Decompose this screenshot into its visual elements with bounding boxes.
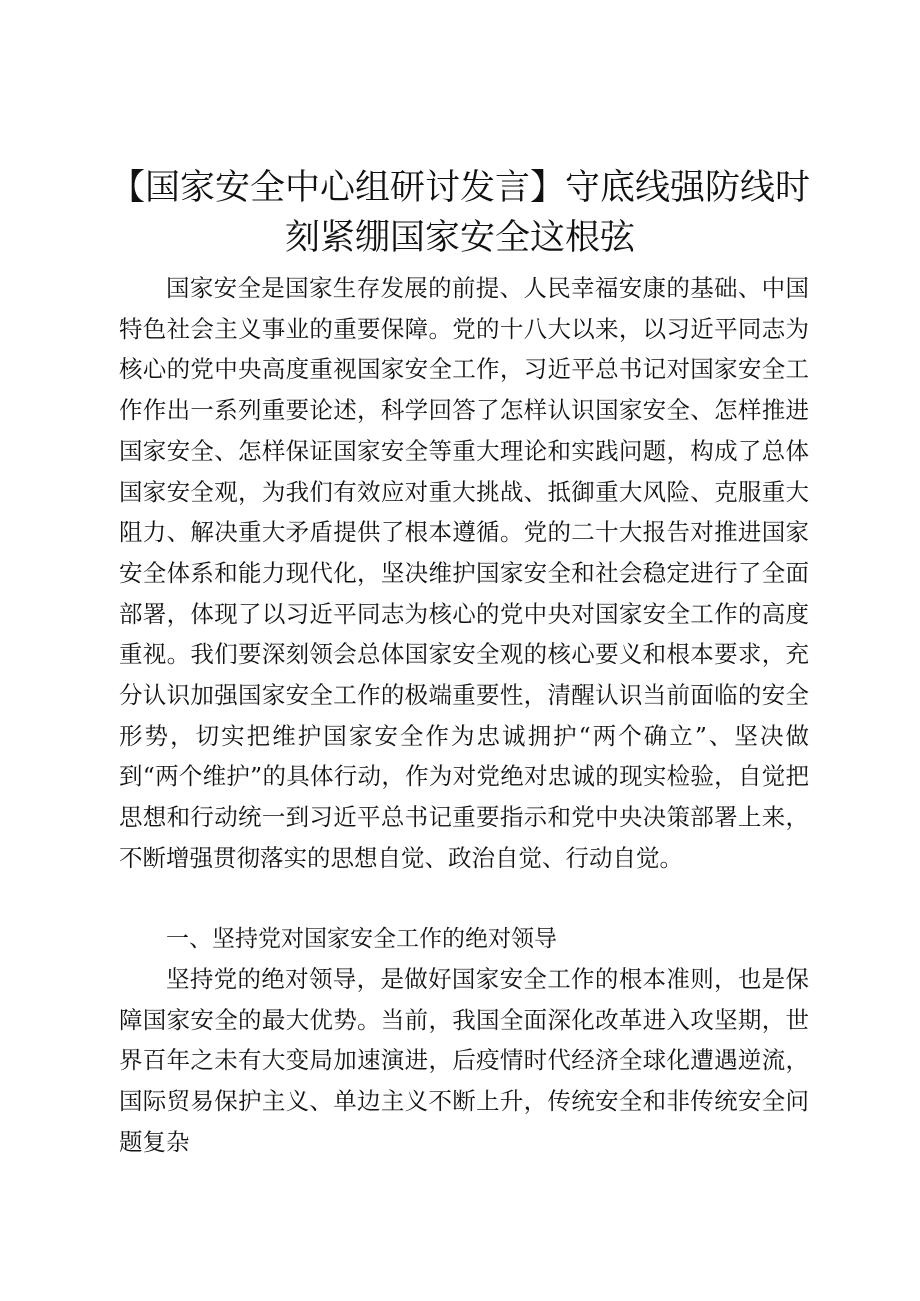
document-title-line-2: 刻紧绷国家安全这根弦 bbox=[284, 218, 635, 258]
section-paragraph: 坚持党的绝对领导，是做好国家安全工作的根本准则，也是保障国家安全的最大优势。当前，我国全面深化改革进入攻坚期，世界百年之未有大变局加速演进，后疫情时代经济全球化遭遇逆流，国际贸易保护主义、单边主义不断上升，传统安全和非传统安全问题复杂 bbox=[119, 965, 809, 1156]
document-title-line-1: 【国家安全中心组研讨发言】守底线强防线时 bbox=[109, 168, 810, 208]
intro-paragraph: 国家安全是国家生存发展的前提、人民幸福安康的基础、中国特色社会主义事业的重要保障。党的十八大以来，以习近平同志为核心的党中央高度重视国家安全工作，习近平总书记对国家安全工作作出一系列重要论述，科学回答了怎样认识国家安全、怎样推进国家安全、怎样保证国家安全等重大理论和实践问题，构成了总体国家安全观，为我们有效应对重大挑战、抵御重大风险、克服重大阻力、解决重大矛盾提供了根本遵循。党的二十大报告对推进国家安全体系和能力现代化，坚决维护国家安全和社会稳定进行了全面部署，体现了以习近平同志为核心的党中央对国家安全工作的高度重视。我们要深刻领会总体国家安全观的核心要义和根本要求，充分认识加强国家安全工作的极端重要性，清醒认识当前面临的安全形势，切实把维护国家安全作为忠诚拥护“两个确立”、坚决做到“两个维护”的具体行动，作为对党绝对忠诚的现实检验，自觉把思想和行动统一到习近平总书记重要指示和党中央决策部署上来，不断增强贯彻落实的思想自觉、政治自觉、行动自觉。 bbox=[119, 274, 809, 872]
section-heading: 一、坚持党对国家安全工作的绝对领导 bbox=[166, 926, 557, 952]
